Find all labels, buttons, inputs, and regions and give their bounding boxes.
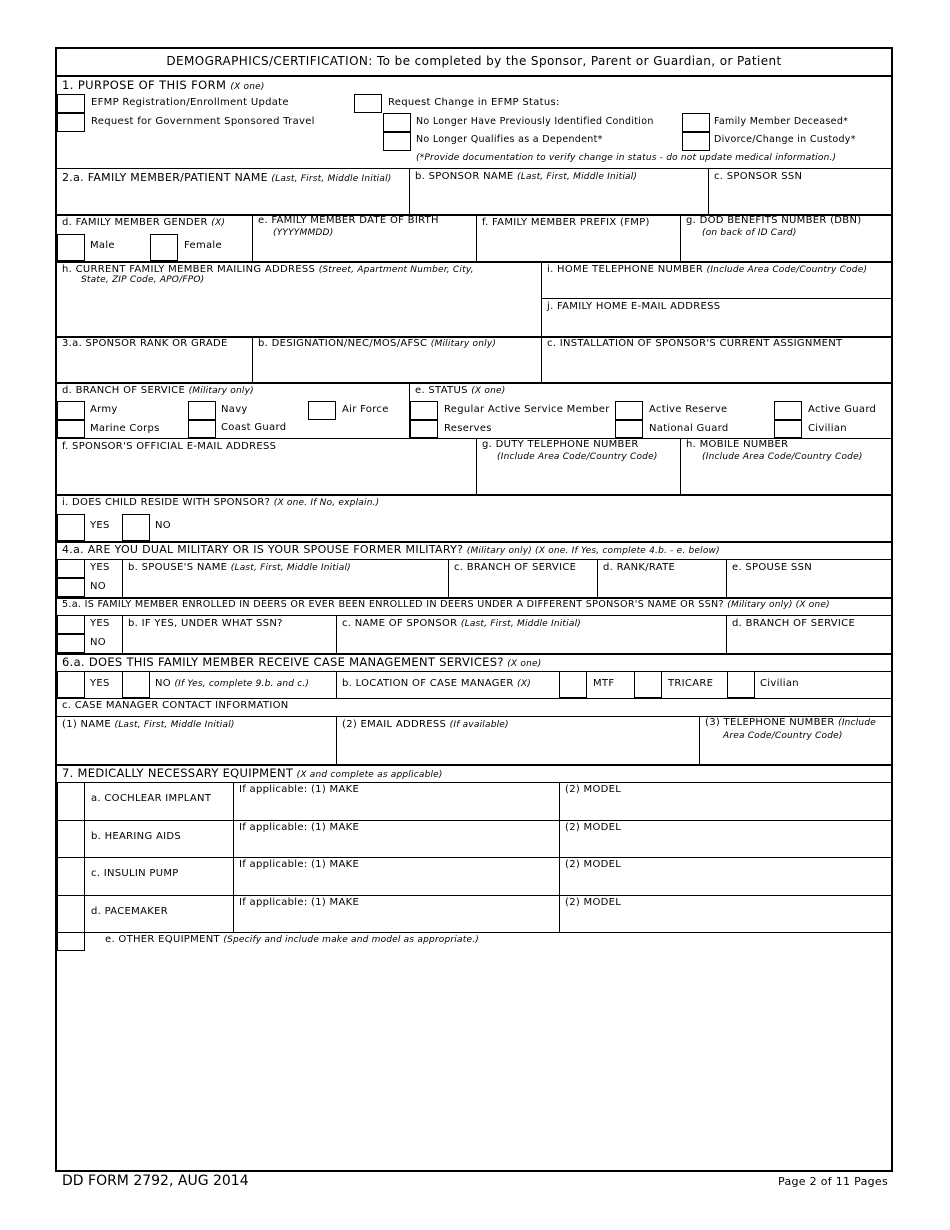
navy-label: Navy [221, 404, 248, 415]
civilian-location-label: Civilian [760, 678, 799, 689]
reside-no-label: NO [155, 520, 171, 531]
form-page [55, 47, 893, 1172]
reserves-label: Reserves [444, 423, 492, 434]
male-checkbox[interactable] [57, 234, 85, 261]
equipment-model-label: (2) MODEL [565, 859, 622, 870]
marine-corps-checkbox[interactable] [57, 420, 85, 438]
no-longer-condition-label: No Longer Have Previously Identified Condition [416, 116, 654, 127]
reside-no-checkbox[interactable] [122, 514, 150, 541]
child-reside-label: i. DOES CHILD RESIDE WITH SPONSOR? (X one. If No, explain.) [62, 497, 380, 508]
form-number: DD FORM 2792, AUG 2014 [62, 1173, 249, 1189]
family-email-label: j. FAMILY HOME E-MAIL ADDRESS [547, 301, 721, 312]
divider [57, 168, 891, 169]
dbn-label: g. DOD BENEFITS NUMBER (DBN) [686, 215, 862, 226]
mailing-address-label: h. CURRENT FAMILY MEMBER MAILING ADDRESS (Street, Apartment Number, City, [62, 264, 474, 275]
equipment-row [57, 857, 891, 895]
no-longer-dependent-checkbox[interactable] [383, 132, 411, 151]
spouse-rank-label: d. RANK/RATE [603, 562, 676, 573]
deers-ssn-label: b. IF YES, UNDER WHAT SSN? [128, 618, 283, 629]
mtf-label: MTF [593, 678, 615, 689]
request-change-label: Request Change in EFMP Status: [388, 97, 560, 108]
dbn-hint: (on back of ID Card) [702, 228, 797, 238]
no-longer-dependent-label: No Longer Qualifies as a Dependent* [416, 134, 603, 145]
national-guard-label: National Guard [649, 423, 729, 434]
air-force-label: Air Force [342, 404, 389, 415]
female-checkbox[interactable] [150, 234, 178, 261]
equipment-make-label: If applicable: (1) MAKE [239, 821, 360, 833]
case-mgmt-yes-label: YES [90, 678, 110, 689]
tricare-label: TRICARE [668, 678, 714, 689]
case-manager-phone-label: (3) TELEPHONE NUMBER (Include [705, 717, 876, 728]
rank-grade-label: 3.a. SPONSOR RANK OR GRADE [62, 338, 228, 349]
civilian-location-checkbox[interactable] [727, 671, 755, 698]
other-equipment-label: e. OTHER EQUIPMENT (Specify and include make and model as appropriate.) [105, 934, 479, 945]
equipment-checkbox[interactable] [57, 857, 85, 896]
regular-active-label: Regular Active Service Member [444, 404, 610, 415]
mobile-label: h. MOBILE NUMBER [686, 439, 789, 450]
gender-label: d. FAMILY MEMBER GENDER (X) [62, 217, 226, 228]
dual-yes-checkbox[interactable] [57, 559, 85, 578]
equipment-model-label: (2) MODEL [565, 784, 622, 795]
case-manager-email-label: (2) EMAIL ADDRESS (If available) [342, 719, 509, 730]
deers-yes-checkbox[interactable] [57, 615, 85, 634]
active-guard-checkbox[interactable] [774, 401, 802, 420]
case-mgmt-yes-checkbox[interactable] [57, 671, 85, 698]
civilian-status-checkbox[interactable] [774, 420, 802, 438]
divorce-label: Divorce/Change in Custody* [714, 134, 856, 145]
form-header-title: DEMOGRAPHICS/CERTIFICATION: To be completed by the Sponsor, Parent or Guardian, or Patient [166, 54, 782, 68]
equipment-row [57, 820, 891, 858]
divorce-checkbox[interactable] [682, 132, 710, 151]
active-reserve-checkbox[interactable] [615, 401, 643, 420]
deers-no-label: NO [90, 637, 106, 648]
dual-yes-label: YES [90, 562, 110, 573]
no-longer-condition-checkbox[interactable] [383, 113, 411, 132]
sponsor-email-label: f. SPONSOR'S OFFICIAL E-MAIL ADDRESS [62, 441, 277, 452]
marine-corps-label: Marine Corps [90, 423, 160, 434]
reside-yes-label: YES [90, 520, 110, 531]
equipment-model-label: (2) MODEL [565, 821, 622, 833]
equipment-title: 7. MEDICALLY NECESSARY EQUIPMENT (X and complete as applicable) [62, 766, 443, 780]
equipment-label: c. INSULIN PUMP [91, 868, 179, 879]
dob-hint: (YYYYMMDD) [273, 228, 334, 238]
fmp-label: f. FAMILY MEMBER PREFIX (FMP) [482, 217, 650, 228]
duty-phone-label: g. DUTY TELEPHONE NUMBER [482, 439, 639, 450]
home-phone-label: i. HOME TELEPHONE NUMBER (Include Area Code/Country Code) [547, 264, 868, 275]
army-label: Army [90, 404, 118, 415]
status-label: e. STATUS (X one) [415, 385, 506, 396]
dual-no-label: NO [90, 581, 106, 592]
dual-no-checkbox[interactable] [57, 578, 85, 597]
national-guard-checkbox[interactable] [615, 420, 643, 438]
equipment-checkbox[interactable] [57, 782, 85, 821]
active-guard-label: Active Guard [808, 404, 877, 415]
reside-yes-checkbox[interactable] [57, 514, 85, 541]
case-manager-contact-label: c. CASE MANAGER CONTACT INFORMATION [62, 700, 289, 711]
equipment-checkbox[interactable] [57, 895, 85, 934]
designation-label: b. DESIGNATION/NEC/MOS/AFSC (Military only) [258, 338, 497, 349]
active-reserve-label: Active Reserve [649, 404, 728, 415]
case-mgmt-no-label: NO (If Yes, complete 9.b. and c.) [155, 678, 310, 689]
government-travel-label: Request for Government Sponsored Travel [91, 116, 315, 127]
page-number: Page 2 of 11 Pages [778, 1175, 888, 1188]
regular-active-checkbox[interactable] [410, 401, 438, 420]
divider [57, 75, 891, 77]
deers-yes-label: YES [90, 618, 110, 629]
case-mgmt-label: 6.a. DOES THIS FAMILY MEMBER RECEIVE CASE MANAGEMENT SERVICES? (X one) [62, 655, 542, 669]
female-label: Female [184, 240, 222, 251]
reserves-checkbox[interactable] [410, 420, 438, 438]
civilian-status-label: Civilian [808, 423, 847, 434]
spouse-branch-label: c. BRANCH OF SERVICE [454, 562, 577, 573]
equipment-row [57, 895, 891, 933]
family-member-name-label: 2.a. FAMILY MEMBER/PATIENT NAME (Last, First, Middle Initial) [62, 171, 392, 184]
dob-label: e. FAMILY MEMBER DATE OF BIRTH [258, 215, 439, 226]
deers-no-checkbox[interactable] [57, 634, 85, 653]
case-manager-phone-hint: Area Code/Country Code) [723, 731, 843, 741]
deers-branch-label: d. BRANCH OF SERVICE [732, 618, 856, 629]
mtf-checkbox[interactable] [559, 671, 587, 698]
equipment-model-label: (2) MODEL [565, 896, 622, 908]
case-manager-name-label: (1) NAME (Last, First, Middle Initial) [62, 719, 235, 730]
efmp-registration-checkbox[interactable] [57, 94, 85, 113]
equipment-label: b. HEARING AIDS [91, 830, 182, 842]
duty-phone-hint: (Include Area Code/Country Code) [497, 452, 658, 462]
request-change-checkbox[interactable] [354, 94, 382, 113]
equipment-make-label: If applicable: (1) MAKE [239, 896, 360, 908]
mailing-address-hint: State, ZIP Code, APO/FPO) [81, 275, 205, 285]
equipment-checkbox[interactable] [57, 820, 85, 859]
s1-title: 1. PURPOSE OF THIS FORM (X one) [62, 78, 265, 92]
coast-guard-checkbox[interactable] [188, 420, 216, 438]
equipment-make-label: If applicable: (1) MAKE [239, 784, 360, 795]
tricare-checkbox[interactable] [634, 671, 662, 698]
male-label: Male [90, 240, 115, 251]
dual-military-label: 4.a. ARE YOU DUAL MILITARY OR IS YOUR SPOUSE FORMER MILITARY? (Military only) (X one. If Yes, complete 4.b. - e. below) [62, 543, 720, 556]
army-checkbox[interactable] [57, 401, 85, 420]
case-mgmt-no-checkbox[interactable] [122, 671, 150, 698]
documentation-note: (*Provide documentation to verify change in status - do not update medical information.) [416, 153, 837, 163]
equipment-make-label: If applicable: (1) MAKE [239, 859, 360, 870]
sponsor-ssn-label: c. SPONSOR SSN [714, 171, 803, 182]
equipment-label: a. COCHLEAR IMPLANT [91, 793, 212, 804]
government-travel-checkbox[interactable] [57, 113, 85, 132]
installation-label: c. INSTALLATION OF SPONSOR'S CURRENT ASSIGNMENT [547, 338, 843, 349]
deceased-checkbox[interactable] [682, 113, 710, 132]
mobile-hint: (Include Area Code/Country Code) [702, 452, 863, 462]
air-force-checkbox[interactable] [308, 401, 336, 420]
deers-sponsor-name-label: c. NAME OF SPONSOR (Last, First, Middle Initial) [342, 618, 581, 629]
case-manager-location-label: b. LOCATION OF CASE MANAGER (X) [342, 678, 531, 689]
navy-checkbox[interactable] [188, 401, 216, 420]
deceased-label: Family Member Deceased* [714, 116, 849, 127]
coast-guard-label: Coast Guard [221, 422, 287, 433]
sponsor-name-label: b. SPONSOR NAME (Last, First, Middle Initial) [415, 171, 638, 182]
equipment-label: d. PACEMAKER [91, 905, 168, 917]
other-equipment-checkbox[interactable] [57, 932, 85, 951]
spouse-name-label: b. SPOUSE'S NAME (Last, First, Middle Initial) [128, 562, 351, 573]
spouse-ssn-label: e. SPOUSE SSN [732, 562, 812, 573]
deers-label: 5.a. IS FAMILY MEMBER ENROLLED IN DEERS OR EVER BEEN ENROLLED IN DEERS UNDER A DIFFERENT SPONSOR'S NAME OR SSN? (Military only) (X one) [62, 599, 830, 610]
branch-label: d. BRANCH OF SERVICE (Military only) [62, 385, 254, 396]
efmp-registration-label: EFMP Registration/Enrollment Update [91, 97, 289, 108]
equipment-row [57, 782, 891, 820]
